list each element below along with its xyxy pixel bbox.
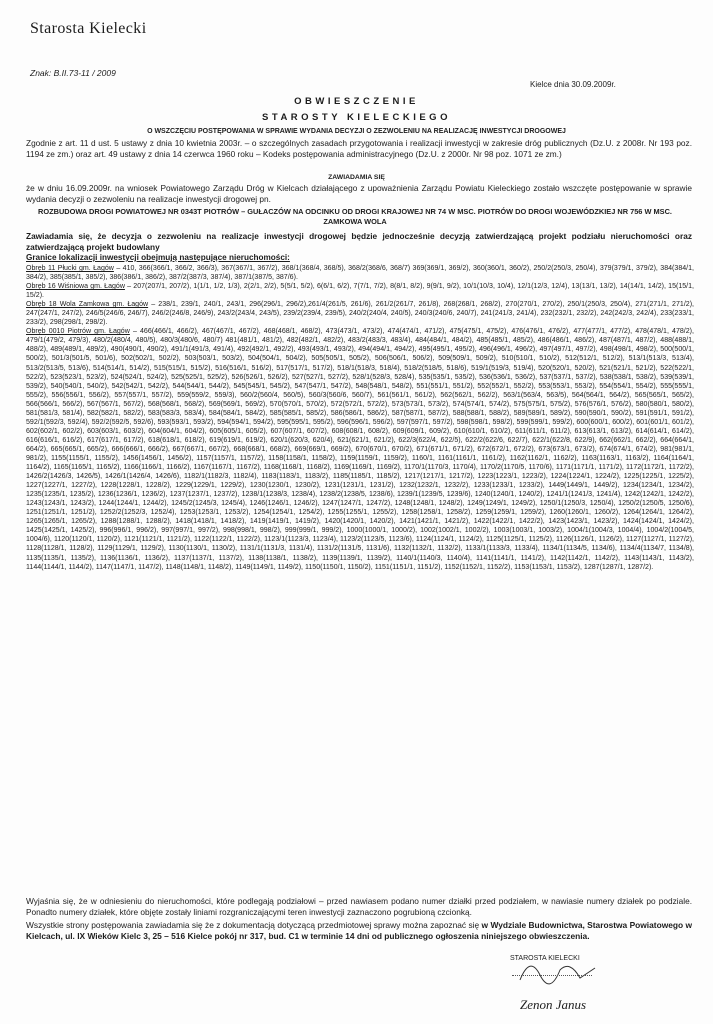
precinct-parcels: – 207(207/1, 207/2), 1(1/1, 1/2, 1/3), 2(2/1, 2/2), 5(5/1, 5/2), 6(6/1, 6/2), 7(7/1, 7/2), 8(8/1, 8/2), 9(9/1, 9/2), 10/1(10/3, 10/4), 12/1(12/3, 12/4), 13(13/1, 13/2), 14(14/1, 14/2), 15(15/1, 15/2). bbox=[26, 283, 695, 300]
precinct-parcels: – 410, 366(366/1, 366/2, 366/3), 367(367/1, 367/2), 368/1(368/4, 368/5), 368/2(368/6, 368/7) 369(369/1, 369/2), 360(360/1, 360/2), 250/2(250/3, 250/4), 379(379/1, 379/2), 384(384/1, 384/2), 385(385/1, 385/2), 386(386/1, 386/2), 387/2(387/3, 387/4), 387/1(387/5, 387/6). bbox=[26, 265, 695, 282]
parcels-list bbox=[26, 264, 694, 572]
signature-scribble bbox=[500, 950, 620, 990]
proceedings-paragraph: że w dniu 16.09.2009r. na wniosek Powiatowego Zarządu Dróg w Kielcach działającego z upoważnienia Zarządu Powiatu Kieleckiego zostało wszczęte postępowanie w sprawie wydania decyzji o zezwoleniu na realizacje inwestycji drogowej pn. bbox=[26, 183, 692, 204]
document-subtitle: STAROSTY KIELECKIEGO bbox=[262, 112, 451, 123]
issuer-heading: Starosta Kielecki bbox=[30, 20, 147, 37]
issue-date: Kielce dnia 30.09.2009r. bbox=[530, 80, 616, 89]
precinct-parcels: – 466(466/1, 466/2), 467(467/1, 467/2), 468(468/1, 468/2), 473(473/1, 473/2), 474(474/1, 471/2), 475(475/1, 475/2), 476(476/1, 476/2), 477(477/1, 477/2), 478(478/1, 478/2), 479/1(479/2, 479/3), 480/2(480/4, 480/5), 480/3(480/6, 480/7) 481(481/1, 481/2), 482(482/1, 482/2), 483/2(483/3, 483/4), 484(484/1, 484/2), 485(485/1, 485/2), 486(486/1, 486/2), 487(487/1, 487/2), 488(488/1, 488/2), 489(489/1, 489/2), 490(490/1, 490/2), 491/1(491/3, 491/4), 492(492/1, 492/2), 493(493/1, 493/2), 494(494/1, 494/2), 495(495/1, 495/2), 496(496/1, 496/2), 497(497/1, 497/2), 498(498/1, 498/2), 500(500/1, 500/2), 501/3(501/5, 501/6), 502(502/1, 502/2), 503(503/1, 503/2), 504(504/1, 504/2), 505(505/1, 505/2), 506(506/1, 506/2), 509(509/1, 509/2), 510(510/1, 510/2), 512(512/1, 512/2), 513/1(513/3, 513/4), 513/2(513/5, 513/6), 514(514/1, 514/2), 515(515/1, 515/2), 516(516/1, 516/2), 517(517/1, 517/2), 518/1(518/3, 518/4), 518/2(518/5, 518/6), 519/1(519/3, 519/4), 520(520/1, 520/2), 521(521/1, 521/2), 522(522/1, 522/2), 523(523/1, 523/2), 524(524/1, 524/2), 525(525/1, 525/2), 526(526/1, 526/2), 527(527/1, 527/2), 528/1(528/3, 528/4), 535(535/1, 535/2), 536(536/1, 536/2), 537(537/1, 537/2), 538(538/1, 538/2), 539(539/1, 539/2), 540(540/1, 540/2), 542(542/1, 542/2), 544(544/1, 544/2), 545(545/1, 545/2), 547(547/1, 547/2), 548(548/1, 548/2), 551(551/1, 551/2), 552(552/1, 552/2), 553(553/1, 553/2), 554(554/1, 554/2), 555(555/1, 555/2), 556(556/1, 556/2), 557(557/1, 557/2), 559(559/2, 559/3), 560/2(560/4, 560/5), 560/3(560/6, 560/7), 561(561/1, 561/2), 562(562/1, 562/2), 563/1(563/4, 563/5), 564(564/1, 564/2), 565(565/1, 565/2), 566(566/1, 566/2), 567(567/1, 567/2), 568(568/1, 568/2), 569(569/1, 569/2), 570(570/1, 570/2), 572(572/1, 572/2), 573(573/1, 573/2), 574(574/1, 574/2), 575(575/1, 575/2), 576(576/1, 576/2), 580(580/1, 580/2), 581(581/3, 581/4), 582(582/1, 582/2), 583(583/3, 583/4), 584(584/1, 584/2), 585(585/1, 585/2), 586(586/1, 586/2), 587(587/1, 587/2), 588(588/1, 588/2), 589(589/1, 589/2), 590(590/1, 590/2), 591(591/1, 591/2), 592/1(592/3, 592/4), 592/2(592/5, 592/6), 593(593/1, 593/2), 594(594/1, 594/2), 595(595/1, 595/2), 596(596/1, 596/2), 597(597/1, 597/2), 598(598/1, 598/2), 599(599/1, 599/2), 600(600/1, 600/2), 601(601/1, 601/2), 602(602/1, 602/2), 603(603/1, 603/2), 604(604/1, 604/2), 605(605/1, 605/2), 607(607/1, 607/2), 608(608/1, 608/2), 609(609/1, 609/2), 610(610/1, 610/2), 611(611/1, 611/2), 613(613/1, 613/2), 614(614/1, 614/2), 616(616/1, 616/2), 617(617/1, 617/2), 618(618/1, 618/2), 619(619/1, 619/2), 620/1(620/3, 620/4), 621(621/1, 621/2), 622/3(622/4, 622/5), 622/2(622/6, 622/7), 622/1(622/8, 622/9), 662(662/1, 662/2), 664(664/1, 664/2), 665(665/1, 665/2), 666(666/1, 666/2), 667(667/1, 667/2), 668(668/1, 668/2), 669(669/1, 669/2), 670(670/1, 670/2), 671(671/1, 671/2), 672(672/1, 672/2), 673(673/1, 673/2), 674(674/1, 674/2), 981(981/1, 981/2), 1155(1155/1, 1155/2), 1456(1456/1, 1456/2), 1157(1157/1, 1157/2), 1158(1158/1, 1158/2), 1159(1159/1, 1159/2), 1160/1, 1161(1161/1, 1161/2), 1162(1162/1, 1162/2), 1163(1163/1, 1163/2), 1164(1164/1, 1164/2), 1165(1165/1, 1165/2), 1166(1166/1, 1166/2), 1167(1167/1, 1167/2), 1168(1168/1, 1168/2), 1169(1169/1, 1169/2), 1170/1(1170/3, 1170/4), 1170/2(1170/5, 1170/6), 1171(1171/1, 1171/2), 1172(1172/1, 1172/2), 1426/2(1426/3, 1426/5), 1426/1(1426/4, 1426/6), 1182/1(1182/3, 1182/4), 1183(1183/1, 1183/2), 1185(1185/1, 1185/2), 1217(1217/1, 1217/2), 1223(1223/1, 1223/2), 1224(1224/1, 1224/2), 1225(1225/1, 1225/2), 1227(1227/1, 1227/2), 1228(1228/1, 1228/2), 1229(1229/1, 1229/2), 1230(1230/1, 1230/2), 1231(1231/1, 1231/2), 1232(1232/1, 1232/2), 1233(1233/1, 1233/2), 1449(1449/1, 1449/2), 1234(1234/1, 1234/2), 1235(1235/1, 1235/2), 1236(1236/1, 1236/2), 1237(1237/1, 1237/2), 1238/1(1238/3, 1238/4), 1238/2(1238/5, 1238/6), 1239/1(1239/5, 1239/6), 1240(1240/1, 1240/2), 1241/1(1241/3, 1241/4), 1242(1242/1, 1242/2), 1243(1243/1, 1243/2), 1244(1244/1, 1244/2), 1245/2(1245/3, 1245/4), 1246(1246/1, 1246/2), 1247(1247/1, 1247/2), 1248(1248/1, 1248/2), 1249(1249/1, 1249/2), 1250/1(1250/3, 1250/4), 1250/2(1250/5, 1250/6), 1251(1251/1, 1251/2), 1252/2(1252/3, 1252/4), 1253(1253/1, 1253/2), 1254(1254/1, 1254/2), 1255(1255/1, 1255/2), 1258(1258/1, 1258/2), 1259(1259/1, 1259/2), 1260(1260/1, 1260/2), 1264(1264/1, 1264/2), 1265(1265/1, 1265/2), 1288(1288/1, 1288/2), 1418(1418/1, 1418/2), 1419(1419/1, 1419/2), 1420(1420/1, 1420/2), 1421(1421/1, 1421/2), 1422(1422/1, 1422/2), 1423(1423/1, 1423/2), 1424(1424/1, 1424/2), 1425(1425/1, 1425/2), 996(996/1, 996/2), 997(997/1, 997/2), 998(998/1, 998/2), 999(999/1, 999/2), 1000(1000/1, 1000/2), 1002(1002/1, 1002/2), 1003(1003/1, 1003/2), 1004/1(1004/3, 1004/4), 1004/2(1004/5, 1004/6), 1120(1120/1, 1120/2), 1121(1121/1, 1121/2), 1122(1122/1, 1122/2), 1123/1(1123/3, 1123/4), 1123/2(1123/5, 1123/6), 1124(1124/1, 1124/2), 1125(1125/1, 1125/2), 1126(1126/1, 1126/2), 1127(1127/1, 1127/2), 1128(1128/1, 1128/2), 1129(1129/1, 1129/2), 1130(1130/1, 1130/2), 1131/1(1131/3, 1131/4), 1131/2(1131/5, 1131/6), 1132(1132/1, 1132/2), 1133/1(1133/3, 1133/4), 1134/1(1134/5, 1134/6), 1134/4(1134/7, 1134/8), 1135(1135/1, 1135/2), 1136(1136/1, 1136/2), 1137(1137/1, 1137/2), 1138(1138/1, 1138/2), 1139(1139/1, 1139/2), 1140/1(1140/3, 1140/4), 1141(1141/1, 1141/2), 1142(1142/1, 1142/2), 1143(1143/1, 1143/2), 1144(1144/1, 1144/2), 1147(1147/1, 1147/2), 1148(1148/1, 1148/2), 1149(1149/1, 1149/2), 1150(1150/1, 1150/2), 1151(1151/1, 1151/2), 1152(1152/1, 1152/2), 1153(1153/1, 1153/2), 1287(1287/1, 1287/2). bbox=[26, 328, 694, 571]
decision-notice: Zawiadamia się, że decyzja o zezwoleniu na realizacje inwestycji drogowej będzie jednocześnie decyzją zatwierdzającą projekt podziału nieruchomości oraz zatwierdzającą projekt budowlany bbox=[26, 231, 692, 252]
notice-heading: ZAWIADAMIA SIĘ bbox=[328, 174, 385, 181]
explanation-paragraph: Wyjaśnia się, że w odniesieniu do nieruchomości, które podlegają podziałowi – przed nawiasem podano numer działki przed podziałem, w nawiasie numery działek po podziale. Ponadto numery działek, które objęte zostały liniami rozgraniczającymi teren inwestycji zaznaczono pogrubioną czcionką. bbox=[26, 896, 692, 917]
document-title: OBWIESZCZENIE bbox=[294, 96, 419, 107]
investment-name: ROZBUDOWA DROGI POWIATOWEJ NR 0343T PIOTRÓW – GUŁACZÓW NA ODCINKU OD DROGI KRAJOWEJ NR 74 W MSC. PIOTRÓW DO DROGI WOJEWÓDZKIEJ NR 756 W MSC. ZAMKOWA WOLA bbox=[38, 207, 672, 226]
precinct-name: Obręb 16 Wiśniowa gm. Łagów bbox=[26, 283, 125, 291]
precinct-entry bbox=[26, 264, 694, 282]
signature-line bbox=[512, 975, 592, 977]
precinct-entry bbox=[26, 327, 694, 571]
signature-title: STAROSTA KIELECKI bbox=[510, 955, 580, 962]
inspection-paragraph: Wszystkie strony postępowania zawiadamia się że z dokumentacją dotyczącą przedmiotowej sprawy można zapoznać się w Wydziale Budownictwa, Starostwa Powiatowego w Kielcach, ul. IX Wieków Kielc 3, 25 – 516 Kielce pokój nr 317, bud. C1 w terminie 14 dni od publicznego ogłoszenia niniejszego obwieszczenia. bbox=[26, 920, 692, 941]
reference-number: Znak: B.II.73-11 / 2009 bbox=[30, 68, 116, 78]
signatory-name: Zenon Janus bbox=[520, 997, 587, 1012]
precinct-entry bbox=[26, 282, 694, 300]
precinct-name: Obręb 0010 Piotrów gm. Łagów bbox=[26, 328, 130, 336]
precinct-name: Obręb 11 Płucki gm. Łagów bbox=[26, 265, 114, 272]
boundaries-heading: Granice lokalizacji inwestycji obejmują następujące nieruchomości: bbox=[26, 253, 290, 262]
precinct-entry bbox=[26, 300, 694, 327]
document-subject: O WSZCZĘCIU POSTĘPOWANIA W SPRAWIE WYDANIA DECYZJI O ZEZWOLENIU NA REALIZACJĘ INWESTYCJI DROGOWEJ bbox=[147, 128, 566, 135]
legal-basis-paragraph: Zgodnie z art. 11 d ust. 5 ustawy z dnia 10 kwietnia 2003r. – o szczególnych zasadach przygotowania i realizacji inwestycji w zakresie dróg publicznych (Dz.U. z 2008r. Nr 193 poz. 1194 ze zm.) oraz art. 49 ustawy z dnia 14 czerwca 1960 roku – Kodeks postępowania administracyjnego (Dz.U. z 2000r. Nr 98 poz. 1071 ze zm.) bbox=[26, 138, 692, 159]
precinct-parcels: – 238/1, 239/1, 240/1, 243/1, 296(296/1, 296/2),261/4(261/5, 261/6), 261/2(261/7, 261/8), 268(268/1, 268/2), 270(270/1, 270/2), 250/1(250/3, 250/4), 271(271/1, 271/2), 247(247/1, 247/2), 246/5(246/6, 246/7), 246/2(246/8, 246/9), 243/2(243/4, 243/5), 239/2(239/4, 239/5), 240/2(240/4, 240/5), 240/3(240/6, 240/7), 241(241/3, 241/4), 232(232/1, 232/2), 242(242/3, 242/4), 233(233/1, 233/2), 298(298/1, 298/2). bbox=[26, 301, 694, 327]
precinct-name: Obręb 18 Wola Zamkowa gm. Łagów bbox=[26, 301, 149, 309]
